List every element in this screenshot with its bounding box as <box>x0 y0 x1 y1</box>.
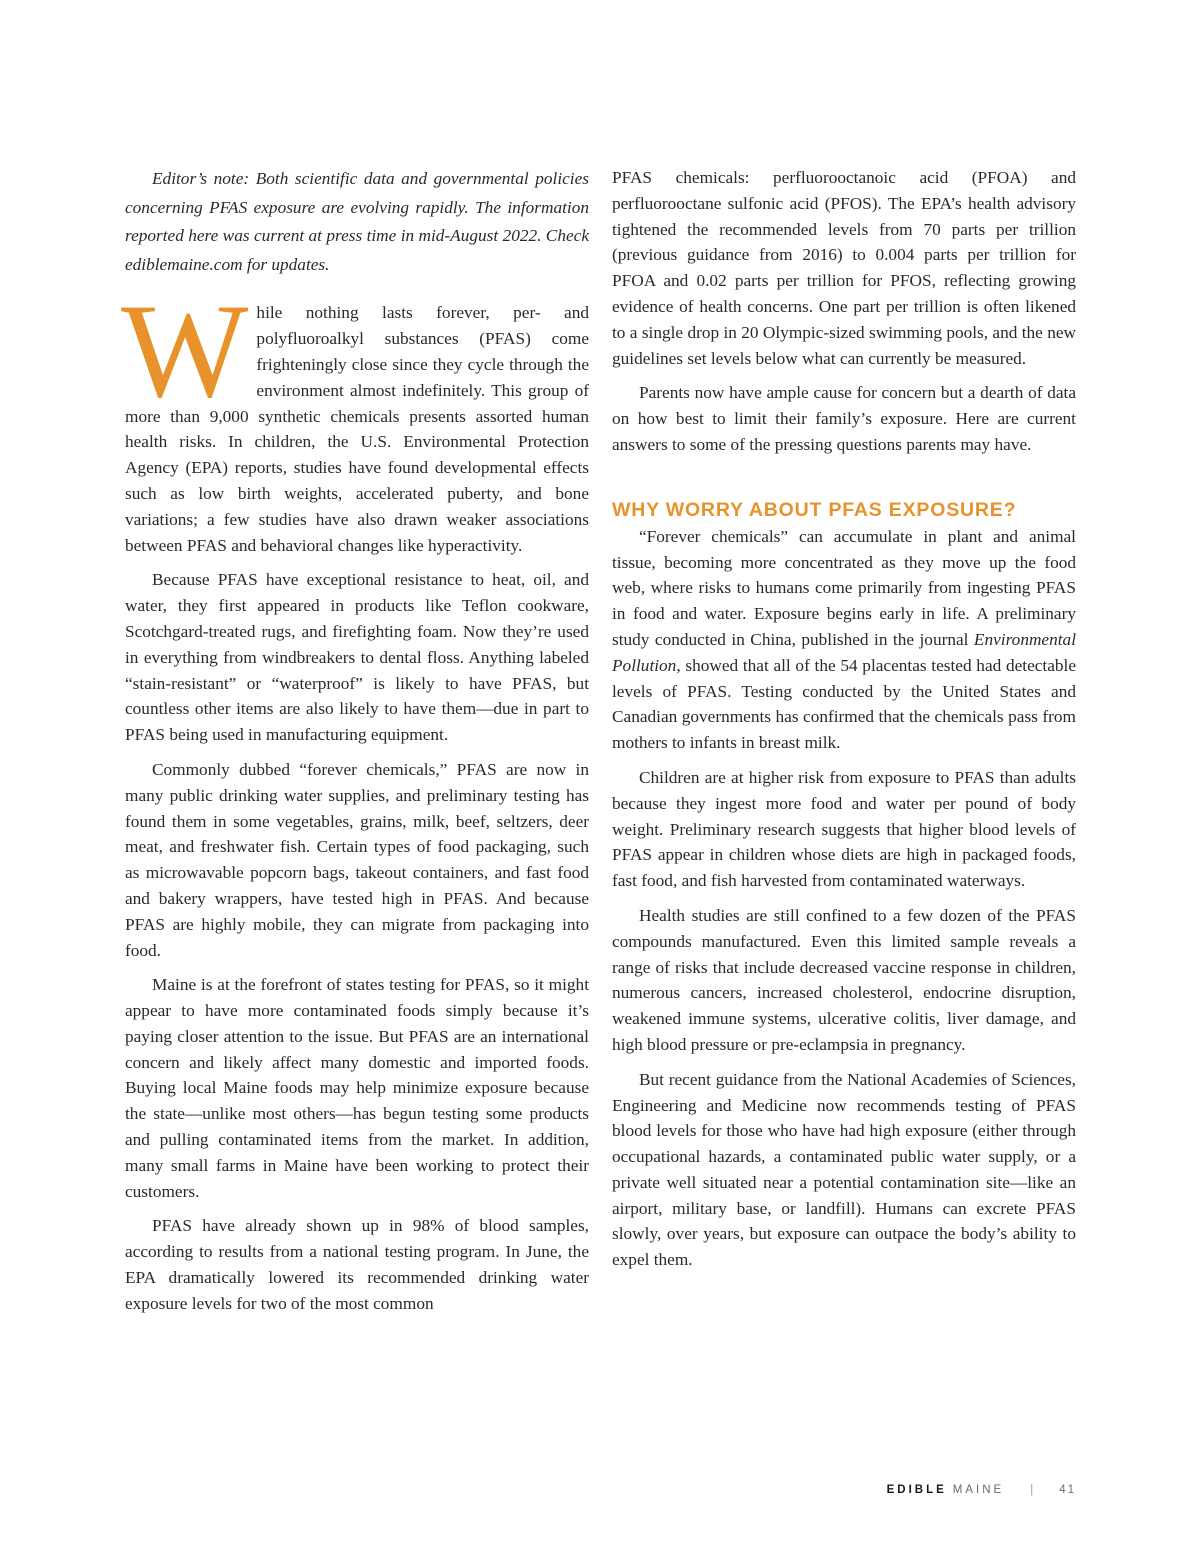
journal-title: Environmental Pollution <box>612 629 1076 675</box>
publication-name-bold: EDIBLE <box>886 1484 947 1496</box>
body-paragraph: “Forever chemicals” can accumulate in plant and animal tissue, becoming more concentrated as they move up the food web, where risks to humans come primarily from ingesting PFAS in food and water. Exposure begins early in life. A preliminary study conducted in China, published in the journal Environmental Pollution, showed that all of the 54 placentas tested had detectable levels of PFAS. Testing conducted by the United States and Canadian governments has confirmed that the chemicals pass from mothers to infants in breast milk. <box>612 526 1076 753</box>
intro-paragraph <box>121 277 589 558</box>
section-heading: WHY WORRY ABOUT PFAS EXPOSURE? <box>612 498 1017 521</box>
page-number: 41 <box>1059 1484 1076 1496</box>
body-paragraph: Parents now have ample cause for concern but a dearth of data on how best to limit their family’s exposure. Here are current answers to some of the pressing questions parents may have. <box>612 383 1076 454</box>
editor-note: Editor’s note: Both scientific data and governmental policies concerning PFAS exposure are evolving rapidly. The information reported here was current at press time in mid-August 2022. Check ediblemaine.com for updates. <box>125 169 589 274</box>
body-paragraph: But recent guidance from the National Academies of Sciences, Engineering and Medicine now recommends testing of PFAS blood levels for those who have had high exposure (either through occupational hazards, a contaminated public water supply, or a private well situated near a potential contamination site—like an airport, military base, or landfill). Humans can excrete PFAS slowly, over years, but exposure can outpace the body’s ability to expel them. <box>612 1069 1076 1270</box>
body-paragraph: Health studies are still confined to a few dozen of the PFAS compounds manufactured. Even this limited sample reveals a range of risks that include decreased vaccine response in children, numerous cancers, increased cholesterol, endocrine disruption, weakened immune systems, ulcerative colitis, liver damage, and high blood pressure or pre-eclampsia in pregnancy. <box>612 905 1076 1054</box>
intro-text: hile nothing lasts forever, per- and polyfluoroalkyl substances (PFAS) come frighteningly close since they cycle through the environment almost indefinitely. This group of more than 9,000 synthetic chemicals presents assorted human health risks. In children, the U.S. Environmental Protection Agency (EPA) reports, studies have found developmental effects such as low birth weights, accelerated puberty, and bone variations; a few studies have also drawn weaker associations between PFAS and behavioral changes like hyperactivity. <box>125 303 589 555</box>
body-paragraph: Children are at higher risk from exposure to PFAS than adults because they ingest more food and water per pound of body weight. Preliminary research suggests that higher blood levels of PFAS appear in children whose diets are high in packaged foods, fast food, and fish harvested from contaminated waterways. <box>612 767 1076 891</box>
body-paragraph: Commonly dubbed “forever chemicals,” PFAS are now in many public drinking water supplies, and preliminary testing has found them in some vegetables, grains, milk, beef, seltzers, deer meat, and freshwater fish. Certain types of food packaging, such as microwavable popcorn bags, takeout containers, and fast food and bakery wrappers, have tested high in PFAS. And because PFAS are highly mobile, they can migrate from packaging into food. <box>125 759 589 960</box>
body-paragraph: Because PFAS have exceptional resistance to heat, oil, and water, they first appeared in products like Teflon cookware, Scotchgard-treated rugs, and firefighting foam. Now they’re used in everything from windbreakers to dental floss. Anything labeled “stain-resistant” or “waterproof” is likely to have PFAS, but countless other items are also likely to have them—due in part to PFAS being used in manufacturing equipment. <box>125 570 589 745</box>
page-footer <box>887 1484 1076 1496</box>
body-paragraph: PFAS have already shown up in 98% of blood samples, according to results from a national testing program. In June, the EPA dramatically lowered its recommended drinking water exposure levels for two of the most common <box>125 1216 589 1313</box>
right-column <box>612 165 1076 1282</box>
body-paragraph: Maine is at the forefront of states testing for PFAS, so it might appear to have more contaminated foods simply because it’s paying closer attention to the issue. But PFAS are an international concern and likely affect many domestic and imported foods. Buying local Maine foods may help minimize exposure because the state—unlike most others—has begun testing some products and pulling contaminated items from the market. In addition, many small farms in Maine have been working to protect their customers. <box>125 975 589 1201</box>
publication-name-light: MAINE <box>952 1484 1005 1496</box>
left-column <box>121 165 589 1326</box>
footer-separator: | <box>1030 1484 1034 1496</box>
drop-cap: W <box>121 277 249 427</box>
body-paragraph-continued: PFAS chemicals: perfluorooctanoic acid (PFOA) and perfluorooctane sulfonic acid (PFOS). The EPA’s health advisory tightened the recommended levels from 70 parts per trillion (previous guidance from 2016) to 0.004 parts per trillion for PFOA and 0.02 parts per trillion for PFOS, reflecting growing evidence of health concerns. One part per trillion is often likened to a single drop in 20 Olympic-sized swimming pools, and the new guidelines set levels below what can currently be measured. <box>612 168 1076 368</box>
